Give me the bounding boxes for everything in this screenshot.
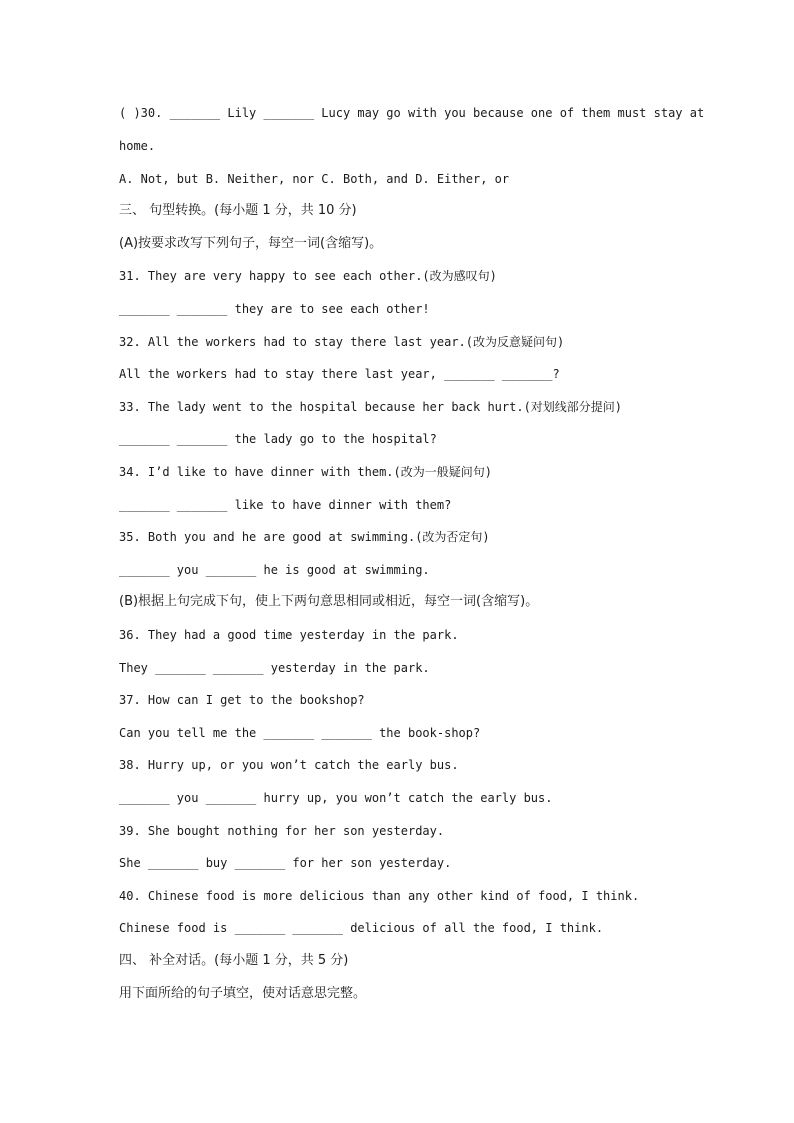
question-40-answer: Chinese food is _______ _______ delicious of all the food, I think. [119, 921, 604, 935]
question-31-answer: _______ _______ they are to see each other! [119, 302, 430, 316]
question-40-prompt: 40. Chinese food is more delicious than any other kind of food, I think. [119, 889, 640, 903]
question-33-answer: _______ _______ the lady go to the hospital? [119, 432, 437, 446]
question-34-prompt: 34. I’d like to have dinner with them.(改为一般疑问句) [119, 465, 492, 479]
question-32-prompt: 32. All the workers had to stay there last year.(改为反意疑问句) [119, 335, 565, 349]
question-36-prompt: 36. They had a good time yesterday in the park. [119, 628, 459, 642]
question-30-stem-continued: home. [119, 139, 156, 153]
question-35-answer: _______ you _______ he is good at swimming. [119, 563, 430, 577]
section-4-instruction: 用下面所给的句子填空，使对话意思完整。 [119, 986, 367, 1001]
question-32-answer: All the workers had to stay there last year, _______ _______? [119, 367, 560, 381]
question-34-answer: _______ _______ like to have dinner with them? [119, 498, 452, 512]
section-4-heading: 四、 补全对话。(每小题 1 分，共 5 分) [119, 953, 349, 968]
question-38-prompt: 38. Hurry up, or you won’t catch the early bus. [119, 758, 459, 772]
question-38-answer: _______ you _______ hurry up, you won’t catch the early bus. [119, 791, 553, 805]
question-37-answer: Can you tell me the _______ _______ the book-shop? [119, 726, 481, 740]
question-30-options: A. Not, but B. Neither, nor C. Both, and D. Either, or [119, 172, 510, 186]
question-36-answer: They _______ _______ yesterday in the park. [119, 661, 430, 675]
question-30-stem: ( )30. _______ Lily _______ Lucy may go with you because one of them must stay at [119, 106, 705, 120]
question-31-prompt: 31. They are very happy to see each other.(改为感叹句) [119, 269, 497, 283]
part-b-instruction: (B)根据上句完成下句，使上下两句意思相同或相近，每空一词(含缩写)。 [119, 594, 539, 609]
question-39-answer: She _______ buy _______ for her son yesterday. [119, 856, 452, 870]
section-3-heading: 三、 句型转换。(每小题 1 分，共 10 分) [119, 203, 357, 218]
part-a-instruction: (A)按要求改写下列句子，每空一词(含缩写)。 [119, 236, 383, 251]
question-37-prompt: 37. How can I get to the bookshop? [119, 693, 365, 707]
question-39-prompt: 39. She bought nothing for her son yesterday. [119, 824, 445, 838]
question-35-prompt: 35. Both you and he are good at swimming.(改为否定句) [119, 530, 490, 544]
question-33-prompt: 33. The lady went to the hospital because her back hurt.(对划线部分提问) [119, 400, 623, 414]
